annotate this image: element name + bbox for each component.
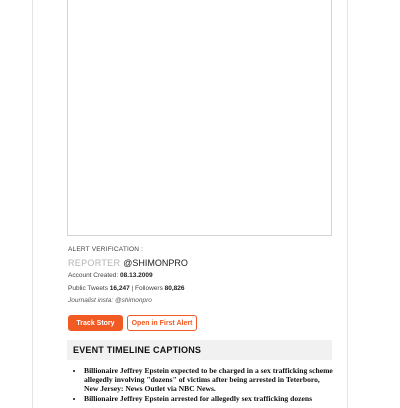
timeline-caption: • Billionaire Jeffrey Epstein arrested for allegedly sex trafficking dozens (84, 394, 334, 403)
account-created-label: Account Created: (68, 272, 119, 279)
timeline-caption: • Billionaire Jeffrey Epstein expected to be charged in a sex trafficking scheme allegedly involving "dozens" of victims after being arrested in Teterboro, New Jersey: News Outlet via NBC News. (84, 366, 334, 393)
track-story-button[interactable]: Track Story (68, 315, 123, 331)
account-created-value: 08.13.2009 (120, 272, 153, 279)
reporter-line (68, 258, 188, 268)
followers-value: 80,826 (164, 285, 185, 292)
journalist-insta: Journalist insta: @shimonpro (68, 297, 152, 304)
alert-verification-label: ALERT VERIFICATION : (68, 246, 144, 253)
followers-label: Followers (135, 285, 163, 292)
stats-separator: | (131, 285, 134, 292)
timeline-captions-list (78, 366, 334, 404)
public-tweets-value: 16,247 (109, 285, 130, 292)
account-created (68, 272, 153, 279)
timeline-header (67, 340, 332, 360)
account-stats (68, 285, 185, 292)
open-in-first-alert-button[interactable]: Open in First Alert (127, 315, 197, 331)
timeline-title: EVENT TIMELINE CAPTIONS (73, 345, 202, 355)
reporter-tag: REPORTER (68, 258, 121, 268)
media-embed-frame (67, 0, 332, 236)
public-tweets-label: Public Tweets (68, 285, 108, 292)
reporter-handle[interactable]: @SHIMONPRO (123, 258, 188, 268)
